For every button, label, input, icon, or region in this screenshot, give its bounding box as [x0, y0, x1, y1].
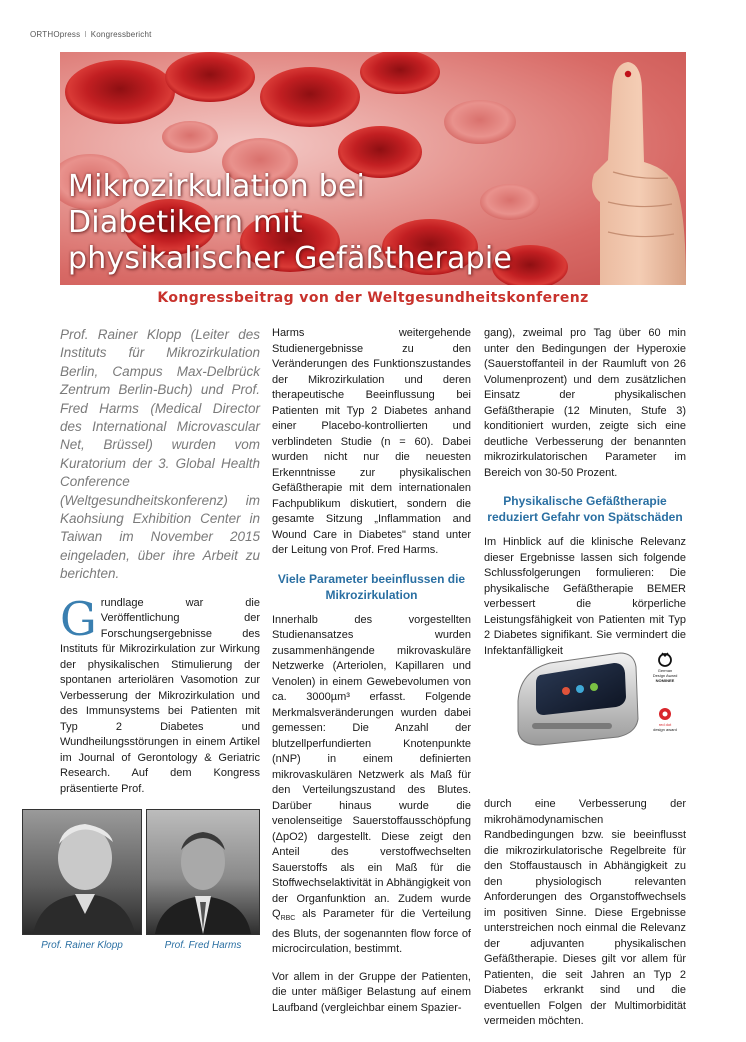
section-heading-parameter: Viele Parameter beeinflussen die Mikrozirkulation [277, 571, 466, 602]
article-title [68, 169, 512, 277]
title-line-1: Mikrozirkulation bei [68, 169, 366, 204]
col2-paragraph-2: Innerhalb des vorgestellten Studienansatzes wurden zusammenhängende mikrovaskuläre Netzwerke (Arteriolen, Kapillaren und Venolen) in einem Gewebevolumen von ca. 3000µm³ erfasst. Folgende Merkmalsveränderungen wurden dabei gemessen: Die Anzahl der blutzellperfundierten Knotenpunkte (nNP) in einem definierten mikrovaskulären Netzwerk als Maß für den Verteilungszustand des Blutes. Darüber hinaus wurde die venolenseitige Sauerstoffausschöpfung (ΔpO2) dargestellt. Diese zeigt den Anteil des verstoffwechselten Sauerstoffs als ein Maß für die Stoffwechselaktivität in Abhängigkeit von der Organfunktion an. Zudem wurde $Q_{RBC}$ als Parameter für die Verteilung des Bluts, der sogenannten flow force of microcirculation, bestimmt. [272, 613, 471, 956]
col3-paragraph-1: gang), zweimal pro Tag über 60 min unter den Bedingungen der Hyperoxie (Sauerstoffanteil in der Raumluft von 26 Volumenprozent) und dem zusätzlichen Einsatz der physikalischen Gefäßtherapie (12 Minuten, Stufe 3) konditioniert wurden, zeigte sich eine deutliche Verbesserung der benannten mikrozirkulatorischen Parameter im Bereich von 30-50 Prozent. [484, 327, 686, 479]
section-heading-therapie: Physikalische Gefäßtherapie reduziert Gefahr von Spätschäden [487, 494, 683, 524]
author-photos [22, 809, 260, 959]
article-subtitle: Kongressbeitrag von der Weltgesundheitskonferenz [157, 290, 589, 306]
column-2 [272, 326, 471, 1028]
german-design-award-badge: German Design Award NOMINEE [648, 651, 682, 683]
running-head-separator: I [84, 30, 87, 39]
running-head [30, 30, 152, 39]
red-dot-icon [658, 707, 672, 721]
intro-paragraph [60, 591, 260, 798]
caption-harms: Prof. Fred Harms [164, 940, 242, 951]
dropcap: G [60, 591, 97, 646]
brand-name: ORTHOpress [30, 30, 81, 39]
intro-body: rundlage war die Veröffentlichung der Forschungsergebnisse des Instituts für Mikrozirkulation zur Wirkung der physikalischen Stimulierung der spontanen arteriolären Vasomotion zur Verbesserung der Mikrozirkulation und des Immunsystems bei Patienten mit Typ 2 Diabetes und Wundheilungsstörungen in einem Artikel im Journal of Gerontology & Geriatric Research. Auf dem Kongress präsentierte Prof. [60, 596, 260, 795]
portrait-harms [147, 810, 259, 934]
award-icon [657, 651, 673, 667]
red-dot-award-badge: red dot design award [648, 707, 682, 732]
caption-klopp: Prof. Rainer Klopp [41, 940, 123, 951]
lead-paragraph: Prof. Rainer Klopp (Leiter des Instituts für Mikrozirkulation Berlin, Campus Max-Delbrück Zentrum Berlin-Buch) und Prof. Fred Harms (Medical Director des International Microvascular Net, Brüssel) wurden vom Kuratorium der 3. Global Health Conference (Weltgesundheitskonferenz) im Kaohsiung Exhibition Center in Taiwan im November 2015 eingeladen, über ihre Arbeit zu berichten. [60, 327, 260, 582]
col3-paragraph-3: durch eine Verbesserung der mikrohämodynamischen Randbedingungen bzw. sie beeinflusst die mikrozirkulatorische Regelbreite für den Stoffaustausch in Abhängigkeit zu den physiologisch relevanten Anforderungen des Organstoffwechsels im positiven Sinne. Diese Ergebnisse unterstreichen noch einmal die Relevanz der adjuvanten physikalischen Gefäßtherapie. Dieses gilt vor allem für Patienten, die seit Jahren an Typ 2 Diabetes erkrankt sind und die eventuellen Folgen der Multimorbidität vermeiden möchten. [484, 798, 686, 1027]
photo-rainer-klopp [22, 809, 142, 935]
hero-image [60, 52, 686, 285]
col2-paragraph-1: Harms weitergehende Studienergebnisse zu den Veränderungen des Funktionszustandes der Mikrozirkulation und deren therapeutische Beeinflussung bei Patienten mit Typ 2 Diabetes anhand einer Placebo-kontrollierten und verblindeten Studie (n = 60). Dabei wurden nicht nur die neuesten Erkenntnisse zur physikalischen Gefäßtherapie mit dem internationalen Fachpublikum diskutiert, sondern die gesamte Sitzung „Inflammation and Wound Care in Diabetes" stand unter der Leitung von Prof. Fred Harms. [272, 327, 471, 556]
col3-paragraph-2: Im Hinblick auf die klinische Relevanz dieser Ergebnisse lassen sich folgende Schlussfolgerungen formulieren: Die physikalische Gefäßtherapie BEMER verbessert die körperliche Leistungsfähigkeit von Patienten mit Typ 2 Diabetes signifikant. Sie vermindert die Infektanfälligkeit [484, 536, 686, 657]
photo-fred-harms [146, 809, 260, 935]
col2-paragraph-3: Vor allem in der Gruppe der Patienten, die unter mäßiger Belastung auf einem Laufband (vergleichbar einem Spazier- [272, 970, 471, 1014]
section-name: Kongressbericht [90, 30, 152, 39]
qrbc-subscript: RBC [280, 915, 296, 923]
portrait-klopp [23, 810, 141, 934]
title-line-2: Diabetikern mit [68, 205, 303, 240]
title-line-3: physikalischer Gefäßtherapie [68, 241, 513, 276]
bemer-device-image [510, 641, 686, 751]
column-1 [60, 326, 260, 809]
